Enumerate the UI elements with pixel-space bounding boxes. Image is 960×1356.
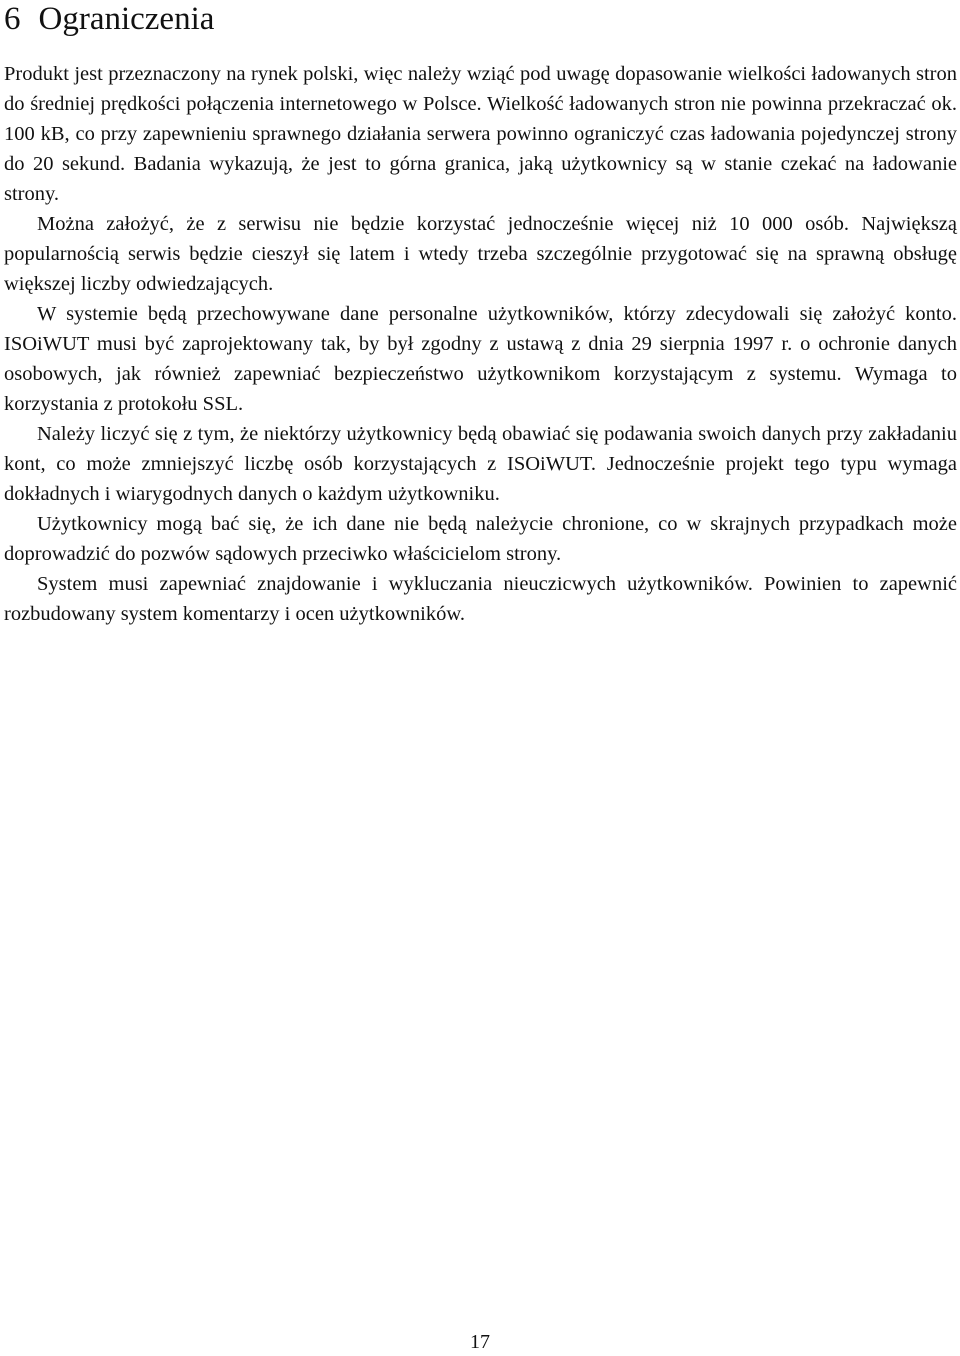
paragraph: Należy liczyć się z tym, że niektórzy użytkownicy będą obawiać się podawania swoich danych przy zakładaniu kont, co może zmniejszyć liczbę osób korzystających z ISOiWUT. Jednocześnie projekt tego typu wymaga dokładnych i wiarygodnych danych o każdym użytkowniku. xyxy=(4,423,957,505)
paragraph: W systemie będą przechowywane dane personalne użytkowników, którzy zdecydowali się założyć konto. ISOiWUT musi być zaprojektowany tak, by był zgodny z ustawą z dnia 29 sierpnia 1997 r. o ochronie danych osobowych, jak również zapewniać bezpieczeństwo użytkownikom korzystającym z systemu. Wymaga to korzystania z protokołu SSL. xyxy=(4,303,957,415)
paragraph: Można założyć, że z serwisu nie będzie korzystać jednocześnie więcej niż 10 000 osób. Największą popularnością serwis będzie cieszył się latem i wtedy trzeba szczególnie przygotować się na sprawną obsługę większej liczby odwiedzających. xyxy=(4,213,957,295)
section-heading xyxy=(4,0,214,38)
paragraph: Użytkownicy mogą bać się, że ich dane nie będą należycie chronione, co w skrajnych przypadkach może doprowadzić do pozwów sądowych przeciwko właścicielom strony. xyxy=(4,513,957,565)
paragraph: System musi zapewniać znajdowanie i wykluczania nieuczicwych użytkowników. Powinien to zapewnić rozbudowany system komentarzy i ocen użytkowników. xyxy=(4,573,957,625)
section-body xyxy=(4,59,957,629)
page-number: 17 xyxy=(470,1331,490,1353)
paragraph: Produkt jest przeznaczony na rynek polski, więc należy wziąć pod uwagę dopasowanie wielkości ładowanych stron do średniej prędkości połączenia internetowego w Polsce. Wielkość ładowanych stron nie powinna przekraczać ok. 100 kB, co przy zapewnieniu sprawnego działania serwera powinno ograniczyć czas ładowania pojedynczej strony do 20 sekund. Badania wykazują, że jest to górna granica, jaką użytkownicy są w stanie czekać na ładowanie strony. xyxy=(4,63,957,205)
section-title: Ograniczenia xyxy=(38,1,215,37)
section-number: 6 xyxy=(4,1,21,37)
